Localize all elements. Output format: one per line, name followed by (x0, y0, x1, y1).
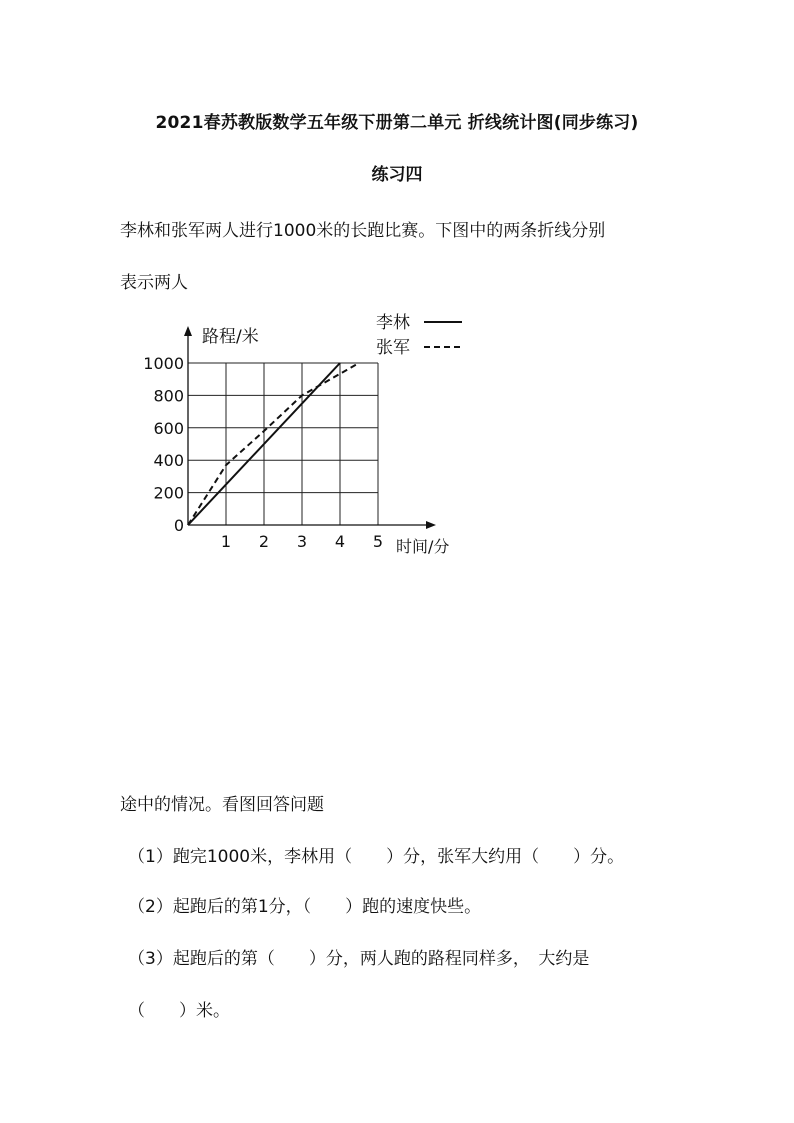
legend-label: 张军 (376, 338, 410, 358)
chart-svg (143, 310, 480, 560)
legend-label: 李林 (376, 313, 410, 333)
intro-line-3: 途中的情况。看图回答问题 (120, 795, 324, 815)
y-tick-label: 600 (153, 418, 184, 438)
x-tick-label: 5 (372, 532, 384, 551)
y-tick-label: 1000 (143, 354, 184, 373)
series-line-zhangjun (188, 363, 359, 525)
question-2: （2）起跑后的第1分，（ ）跑的速度快些。 (128, 897, 482, 917)
x-axis-arrow (426, 521, 436, 529)
y-axis-arrow (184, 326, 192, 336)
x-tick-label: 2 (258, 532, 270, 551)
question-1: （1）跑完1000米，李林用（ ）分，张军大约用（ ）分。 (128, 847, 625, 867)
question-3-continued: （ ）米。 (128, 1001, 230, 1021)
y-axis-label: 路程/米 (202, 327, 259, 347)
page-subtitle: 练习四 (371, 165, 423, 185)
x-axis-label: 时间/分 (396, 537, 450, 556)
y-tick-label: 200 (153, 483, 184, 503)
intro-line-2: 表示两人 (120, 273, 188, 293)
y-tick-label: 800 (153, 386, 184, 406)
x-tick-label: 4 (334, 532, 346, 551)
y-tick-label: 400 (153, 451, 184, 471)
page-title: 2021春苏教版数学五年级下册第二单元 折线统计图(同步练习) (155, 113, 639, 133)
x-tick-label: 1 (220, 532, 232, 551)
line-chart (143, 310, 480, 560)
y-tick-label: 0 (173, 516, 184, 535)
intro-line-1: 李林和张军两人进行1000米的长跑比赛。下图中的两条折线分别 (120, 221, 606, 241)
x-tick-label: 3 (296, 532, 308, 551)
question-3: （3）起跑后的第（ ）分，两人跑的路程同样多， 大约是 (128, 949, 590, 969)
